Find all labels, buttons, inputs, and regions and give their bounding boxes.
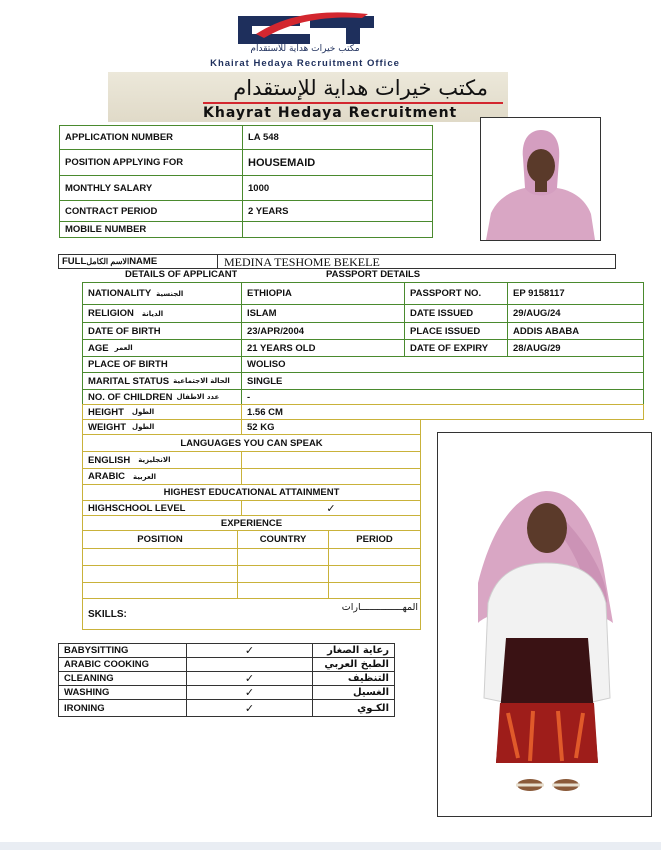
check-icon: ✓ bbox=[186, 685, 313, 700]
table-row bbox=[328, 582, 421, 599]
expiry-value: 28/AUG/29 bbox=[507, 339, 644, 357]
experience-position-header: POSITION bbox=[82, 530, 238, 549]
religion-label: RELIGION الديانة bbox=[82, 304, 242, 323]
place-issued-value: ADDIS ABABA bbox=[507, 322, 644, 340]
skills-label: SKILLS: bbox=[88, 608, 127, 620]
experience-country-header: COUNTRY bbox=[237, 530, 329, 549]
age-value: 21 YEARS OLD bbox=[241, 339, 405, 357]
skill-label: IRONING bbox=[58, 699, 187, 717]
contract-label: CONTRACT PERIOD bbox=[59, 200, 243, 222]
full-name-row bbox=[58, 254, 616, 269]
full-name-arabic-label: الاسم الكامل bbox=[86, 257, 130, 266]
application-number-label: APPLICATION NUMBER bbox=[59, 125, 243, 150]
full-name-label bbox=[62, 256, 157, 267]
check-icon: ✓ bbox=[186, 643, 313, 658]
marital-value: SINGLE bbox=[241, 372, 644, 390]
english-label: ENGLISH الانجليزية bbox=[82, 451, 242, 469]
skill-arabic-label: رعاية الصغار bbox=[312, 643, 395, 658]
education-check-icon: ✓ bbox=[241, 500, 421, 516]
contract-value: 2 YEARS bbox=[242, 200, 433, 222]
table-row bbox=[82, 548, 238, 566]
details-applicant-heading: DETAILS OF APPLICANT bbox=[125, 269, 238, 280]
nationality-label: NATIONALITY الجنسية bbox=[82, 282, 242, 305]
passport-details-heading: PASSPORT DETAILS bbox=[326, 269, 421, 280]
place-issued-label: PLACE ISSUED bbox=[404, 322, 508, 340]
skill-arabic-label: الطبخ العربي bbox=[312, 657, 395, 672]
skill-arabic-label: التنظيف bbox=[312, 671, 395, 686]
table-row bbox=[82, 582, 238, 599]
full-label: FULL bbox=[62, 256, 87, 267]
passport-no-value: EP 9158117 bbox=[507, 282, 644, 305]
logo-arabic-text: مكتب خيرات هداية للاستقدام bbox=[250, 44, 360, 54]
skill-label: ARABIC COOKING bbox=[58, 657, 187, 672]
height-value: 1.56 CM bbox=[241, 404, 644, 420]
education-level-label: HIGHSCHOOL LEVEL bbox=[82, 500, 242, 516]
logo-english-text: Khairat Hedaya Recruitment Office bbox=[210, 58, 400, 69]
position-label: POSITION APPLYING FOR bbox=[59, 149, 243, 176]
skill-label: BABYSITTING bbox=[58, 643, 187, 658]
table-row bbox=[82, 565, 238, 583]
weight-value: 52 KG bbox=[241, 419, 421, 435]
religion-value: ISLAM bbox=[241, 304, 405, 323]
age-label: AGE العمر bbox=[82, 339, 242, 357]
skill-arabic-label: الكـوي bbox=[312, 699, 395, 717]
nationality-value: ETHIOPIA bbox=[241, 282, 405, 305]
skills-arabic-label: المهـــــــــــــــارات bbox=[341, 602, 418, 613]
passport-no-label: PASSPORT NO. bbox=[404, 282, 508, 305]
table-row bbox=[328, 548, 421, 566]
banner-arabic-text: مكتب خيرات هداية للإستقدام bbox=[233, 76, 488, 100]
height-label: HEIGHT الطول bbox=[82, 404, 242, 420]
portrait-photo bbox=[480, 117, 601, 241]
full-body-photo bbox=[437, 432, 652, 817]
mobile-value bbox=[242, 221, 433, 238]
education-heading: HIGHEST EDUCATIONAL ATTAINMENT bbox=[82, 484, 421, 501]
children-value: - bbox=[241, 389, 644, 405]
mobile-label: MOBILE NUMBER bbox=[59, 221, 243, 238]
salary-value: 1000 bbox=[242, 175, 433, 201]
arabic-value bbox=[241, 468, 421, 485]
date-issued-label: DATE ISSUED bbox=[404, 304, 508, 323]
check-icon: ✓ bbox=[186, 699, 313, 717]
skill-label: CLEANING bbox=[58, 671, 187, 686]
table-row bbox=[328, 565, 421, 583]
english-value bbox=[241, 451, 421, 469]
bottom-strip bbox=[0, 842, 661, 850]
position-value: HOUSEMAID bbox=[242, 149, 433, 176]
company-logo bbox=[160, 8, 450, 70]
table-row bbox=[237, 582, 329, 599]
skill-arabic-label: الغسيل bbox=[312, 685, 395, 700]
full-name-divider bbox=[217, 255, 218, 268]
children-label: NO. OF CHILDREN عدد الاطفال bbox=[82, 389, 242, 405]
full-name-value: MEDINA TESHOME BEKELE bbox=[224, 255, 380, 269]
expiry-label: DATE OF EXPIRY bbox=[404, 339, 508, 357]
marital-label: MARITAL STATUS الحالة الاجتماعية bbox=[82, 372, 242, 390]
company-banner bbox=[108, 72, 508, 122]
table-row bbox=[237, 565, 329, 583]
arabic-label: ARABIC العربية bbox=[82, 468, 242, 485]
application-number-value: LA 548 bbox=[242, 125, 433, 150]
experience-period-header: PERIOD bbox=[328, 530, 421, 549]
place-of-birth-label: PLACE OF BIRTH bbox=[82, 356, 242, 373]
table-row bbox=[237, 548, 329, 566]
banner-english-text: Khayrat Hedaya Recruitment bbox=[203, 102, 503, 121]
date-issued-value: 29/AUG/24 bbox=[507, 304, 644, 323]
dob-label: DATE OF BIRTH bbox=[82, 322, 242, 340]
languages-heading: LANGUAGES YOU CAN SPEAK bbox=[82, 434, 421, 452]
name-label: NAME bbox=[129, 256, 158, 267]
check-icon: ✓ bbox=[186, 671, 313, 686]
check-icon bbox=[186, 657, 313, 672]
dob-value: 23/APR/2004 bbox=[241, 322, 405, 340]
experience-heading: EXPERIENCE bbox=[82, 515, 421, 531]
salary-label: MONTHLY SALARY bbox=[59, 175, 243, 201]
place-of-birth-value: WOLISO bbox=[241, 356, 644, 373]
skill-label: WASHING bbox=[58, 685, 187, 700]
weight-label: WEIGHT الطول bbox=[82, 419, 242, 435]
